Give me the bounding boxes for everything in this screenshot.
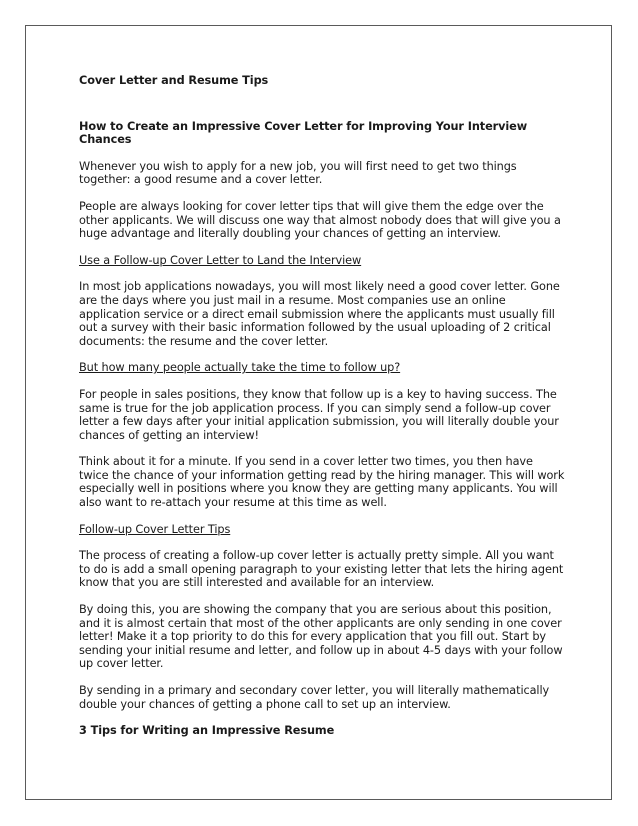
- section-2-paragraph-2: Think about it for a minute. If you send in a cover letter two times, you then have twice the chance of your information getting read by the hiring manager. This will work especially well in positions where you know they are getting many applicants. You will also want to re-attach your resume at this time as well.: [79, 455, 565, 510]
- section-2-paragraph-1: For people in sales positions, they know that follow up is a key to having success. The same is true for the job application process. If you can simply send a follow-up cover letter a few days after your initial application submission, you will literally double your chances of getting an interview!: [79, 387, 559, 442]
- intro-paragraph-1: Whenever you wish to apply for a new job, you will first need to get two things together: a good resume and a cover letter.: [79, 159, 517, 187]
- section-heading-tips: Follow-up Cover Letter Tips: [79, 522, 231, 536]
- article-heading: How to Create an Impressive Cover Letter for Improving Your Interview Chances: [79, 119, 528, 147]
- section-heading-question: But how many people actually take the time to follow up?: [79, 361, 401, 375]
- section-3-paragraph-1: The process of creating a follow-up cover letter is actually pretty simple. All you want to do is add a small opening paragraph to your existing letter that lets the hiring agent know that you are still interested and available for an interview.: [79, 549, 564, 590]
- resume-tips-heading: 3 Tips for Writing an Impressive Resume: [79, 724, 335, 738]
- section-1-paragraph: In most job applications nowadays, you will most likely need a good cover letter. Gone are the days where you just mail in a resume. Most companies use an online application service or a direct email submission where the applicants must usually fill out a survey with their basic information followed by the usual uploading of 2 critical documents: the resume and the cover letter.: [79, 280, 560, 348]
- section-3-paragraph-3: By sending in a primary and secondary cover letter, you will literally mathematically double your chances of getting a phone call to set up an interview.: [79, 684, 550, 711]
- section-3-paragraph-2: By doing this, you are showing the company that you are serious about this position, and it is almost certain that most of the other applicants are only sending in one cover letter! Make it a top priority to do this for every application that you fill out. Start by sending your initial resume and letter, and follow up in about 4-5 days with your follow up cover letter.: [79, 603, 563, 671]
- section-heading-follow-up: Use a Follow-up Cover Letter to Land the Interview: [79, 253, 362, 267]
- document-body: [79, 74, 565, 738]
- intro-paragraph-2: People are always looking for cover letter tips that will give them the edge over the other applicants. We will discuss one way that almost nobody does that will give you a huge advantage and literally doubling your chances of getting an interview.: [79, 199, 561, 241]
- document-title: Cover Letter and Resume Tips: [79, 74, 269, 87]
